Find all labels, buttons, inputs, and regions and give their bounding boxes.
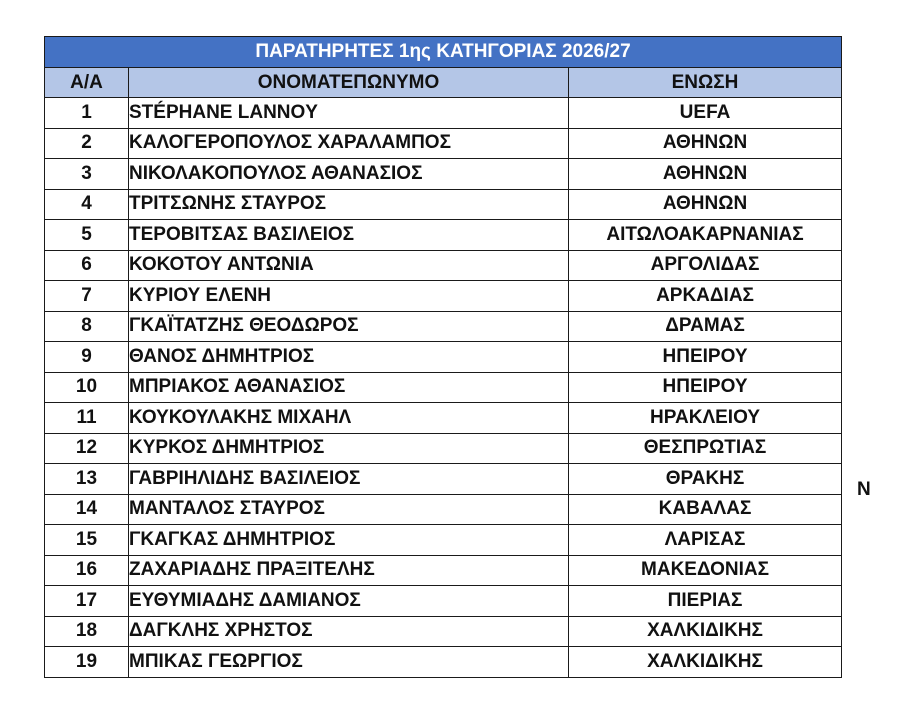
row-union: ΑΡΓΟΛΙΔΑΣ xyxy=(569,250,842,281)
table-title: ΠΑΡΑΤΗΡΗΤΕΣ 1ης ΚΑΤΗΓΟΡΙΑΣ 2026/27 xyxy=(45,37,842,68)
row-union: ΑΘΗΝΩΝ xyxy=(569,128,842,159)
row-full-name: ΓΚΑΓΚΑΣ ΔΗΜΗΤΡΙΟΣ xyxy=(129,525,569,556)
row-full-name: ΤΡΙΤΣΩΝΗΣ ΣΤΑΥΡΟΣ xyxy=(129,189,569,220)
table-row xyxy=(45,372,842,403)
table-row xyxy=(45,525,842,556)
row-full-name: ΓΚΑΪΤΑΤΖΗΣ ΘΕΟΔΩΡΟΣ xyxy=(129,311,569,342)
table-row xyxy=(45,311,842,342)
row-full-name: STÉPHANE LANNOY xyxy=(129,98,569,129)
row-number: 17 xyxy=(45,586,129,617)
row-full-name: ΜΠΙΚΑΣ ΓΕΩΡΓΙΟΣ xyxy=(129,647,569,678)
row-union: ΑΘΗΝΩΝ xyxy=(569,189,842,220)
table-row xyxy=(45,433,842,464)
row-number: 18 xyxy=(45,616,129,647)
row-full-name: ΔΑΓΚΛΗΣ ΧΡΗΣΤΟΣ xyxy=(129,616,569,647)
row-full-name: ΜΑΝΤΑΛΟΣ ΣΤΑΥΡΟΣ xyxy=(129,494,569,525)
row-full-name: ΘΑΝΟΣ ΔΗΜΗΤΡΙΟΣ xyxy=(129,342,569,373)
row-full-name: ΚΟΥΚΟΥΛΑΚΗΣ ΜΙΧΑΗΛ xyxy=(129,403,569,434)
row-number: 3 xyxy=(45,159,129,190)
row-number: 5 xyxy=(45,220,129,251)
row-union: ΔΡΑΜΑΣ xyxy=(569,311,842,342)
header-union: ΕΝΩΣΗ xyxy=(569,68,842,98)
table-row xyxy=(45,159,842,190)
row-number: 14 xyxy=(45,494,129,525)
table-row xyxy=(45,98,842,129)
row-number: 15 xyxy=(45,525,129,556)
row-number: 16 xyxy=(45,555,129,586)
table-row xyxy=(45,128,842,159)
row-full-name: ΜΠΡΙΑΚΟΣ ΑΘΑΝΑΣΙΟΣ xyxy=(129,372,569,403)
row-full-name: ΝΙΚΟΛΑΚΟΠΟΥΛΟΣ ΑΘΑΝΑΣΙΟΣ xyxy=(129,159,569,190)
row-number: 19 xyxy=(45,647,129,678)
row-number: 13 xyxy=(45,464,129,495)
table-row xyxy=(45,616,842,647)
row-union: ΗΠΕΙΡΟΥ xyxy=(569,372,842,403)
observers-table xyxy=(44,36,842,678)
row-union: ΧΑΛΚΙΔΙΚΗΣ xyxy=(569,616,842,647)
table-row xyxy=(45,189,842,220)
row-full-name: ΕΥΘΥΜΙΑΔΗΣ ΔΑΜΙΑΝΟΣ xyxy=(129,586,569,617)
row-union: ΗΡΑΚΛΕΙΟΥ xyxy=(569,403,842,434)
row-full-name: ΤΕΡΟΒΙΤΣΑΣ ΒΑΣΙΛΕΙΟΣ xyxy=(129,220,569,251)
row-union: ΘΕΣΠΡΩΤΙΑΣ xyxy=(569,433,842,464)
table-row xyxy=(45,586,842,617)
side-mark: N xyxy=(857,479,871,500)
table-title-row xyxy=(45,37,842,68)
row-union: ΑΙΤΩΛΟΑΚΑΡΝΑΝΙΑΣ xyxy=(569,220,842,251)
row-number: 7 xyxy=(45,281,129,312)
row-union: ΗΠΕΙΡΟΥ xyxy=(569,342,842,373)
row-union: ΚΑΒΑΛΑΣ xyxy=(569,494,842,525)
header-number: Α/Α xyxy=(45,68,129,98)
row-union: ΠΙΕΡΙΑΣ xyxy=(569,586,842,617)
row-number: 1 xyxy=(45,98,129,129)
row-number: 6 xyxy=(45,250,129,281)
row-full-name: ΚΥΡΙΟΥ ΕΛΕΝΗ xyxy=(129,281,569,312)
table-row xyxy=(45,555,842,586)
row-union: ΘΡΑΚΗΣ xyxy=(569,464,842,495)
row-number: 4 xyxy=(45,189,129,220)
table-row xyxy=(45,647,842,678)
row-full-name: ΚΑΛΟΓΕΡΟΠΟΥΛΟΣ ΧΑΡΑΛΑΜΠΟΣ xyxy=(129,128,569,159)
row-full-name: ΚΥΡΚΟΣ ΔΗΜΗΤΡΙΟΣ xyxy=(129,433,569,464)
row-number: 8 xyxy=(45,311,129,342)
row-union: UEFA xyxy=(569,98,842,129)
row-number: 11 xyxy=(45,403,129,434)
row-number: 12 xyxy=(45,433,129,464)
row-full-name: ΓΑΒΡΙΗΛΙΔΗΣ ΒΑΣΙΛΕΙΟΣ xyxy=(129,464,569,495)
table-row xyxy=(45,403,842,434)
table-row xyxy=(45,281,842,312)
row-number: 10 xyxy=(45,372,129,403)
column-header-row xyxy=(45,68,842,98)
row-union: ΑΡΚΑΔΙΑΣ xyxy=(569,281,842,312)
row-union: ΜΑΚΕΔΟΝΙΑΣ xyxy=(569,555,842,586)
table-row xyxy=(45,464,842,495)
table-row xyxy=(45,250,842,281)
row-union: ΛΑΡΙΣΑΣ xyxy=(569,525,842,556)
table-row xyxy=(45,342,842,373)
table-row xyxy=(45,494,842,525)
header-full-name: ΟΝΟΜΑΤΕΠΩΝΥΜΟ xyxy=(129,68,569,98)
table-row xyxy=(45,220,842,251)
row-union: ΑΘΗΝΩΝ xyxy=(569,159,842,190)
row-number: 2 xyxy=(45,128,129,159)
row-union: ΧΑΛΚΙΔΙΚΗΣ xyxy=(569,647,842,678)
row-number: 9 xyxy=(45,342,129,373)
row-full-name: ΚΟΚΟΤΟΥ ΑΝΤΩΝΙΑ xyxy=(129,250,569,281)
row-full-name: ΖΑΧΑΡΙΑΔΗΣ ΠΡΑΞΙΤΕΛΗΣ xyxy=(129,555,569,586)
table-body xyxy=(45,98,842,678)
